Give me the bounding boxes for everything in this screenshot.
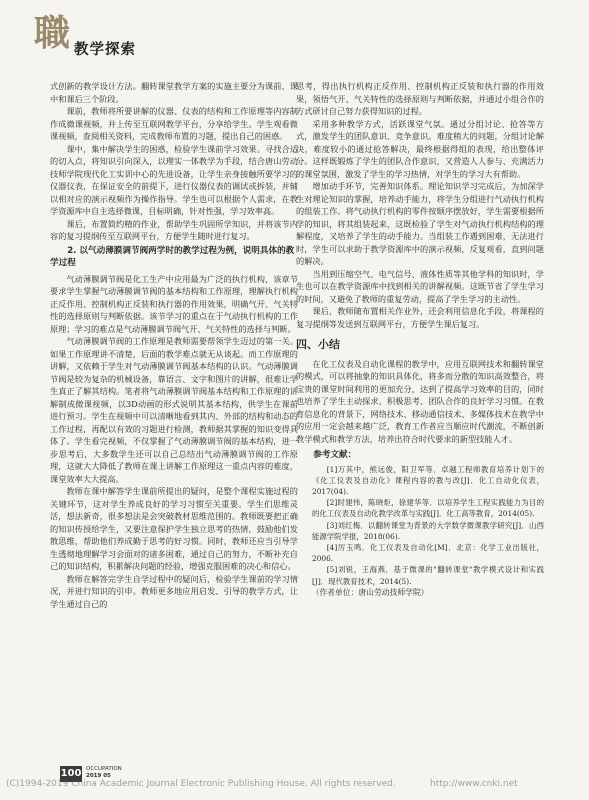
paragraph: 教师在课中解答学生课前所提出的疑问，是整个课程实施过程的关键环节，这对学生养成良好的学习习惯至关重要。学生们思维灵活，想法新奇，很多想法是会突破教材思维范围的。教师既要把正确的知识传授给学生，又要注意保护学生独立思考的热情，鼓励他们发散思维，帮助他们养成勤于思考的好习惯。同时，教师还应当引导学生透彻地理解学习会面对的诸多困难，通过自己的努力，不断补充自己的知识结构，积累解决问题的经验，增强克服困难的决心和信心。: [50, 486, 298, 571]
paragraph: 课后，布置简约精的作业，帮助学生巩固所学知识，并将该节内容的复习提纲传至互联网平台，方便学生随时进行复习。: [50, 218, 298, 241]
paragraph: 课中，集中解决学生的困惑，检验学生课前学习效果。寻找合适的切入点，将知识引向深入，以理实一体教学为手段，结合唐山劳动技师学院现代化工实训中心的先进设备，让学生亲身接触所要学习的仪器仪表，在保证安全的前提下，进行仪器仪表的调试或拆装，并辅以相对应的演示视频作为操作指导。学生也可以根据个人需求，在教学资源库中自主选择微课，目标明确，针对性强，学习效率高。: [50, 143, 298, 216]
paragraph: 当用到压缩空气、电气信号、液体性质等其他学科的知识时，学生也可以在教学资源库中找到相关的讲解视频。这既节省了学生学习的时间，又避免了教师的重复劳动，提高了学生学习的主动性。: [296, 268, 544, 304]
reference-item: [5]刘锐，王海燕．基于微课的"翻转课堂"教学模式设计和实践[J]．现代教育技术，2014(5).: [312, 565, 544, 586]
left-column: [50, 80, 298, 610]
paragraph: 课后，教师随布置相关作业外，还会利用信息化手段，将课程的复习提纲等发送到互联网平台，方便学生课后复习。: [296, 306, 544, 329]
journal-name: OCCUPATION: [86, 766, 122, 772]
journal-issue: 2019 05: [86, 773, 111, 779]
reference-item: [4]厉玉鸣．化工仪表及自动化[M]．北京：化学工业出版社，2006.: [312, 542, 544, 564]
references-title: 参考文献：: [313, 450, 357, 460]
right-column: [296, 80, 544, 599]
paragraph: 增加动手环节，完善知识体系。理论知识学习完成后，为加深学生对理论知识的掌握，培养动手能力，将学生分组进行气动执行机构的组装工作。将气动执行机构的零件按顺序摆放好，学生需要根据所学的知识，将其组装起来，这既检验了学生对气动执行机构结构的理解程度，又培养了学生的动手能力。当组装工作遇到困难，无法进行时，学生可以求助于教学资源库中的演示视频，反复观看，直到问题的解决。: [296, 181, 544, 266]
section-heading: 四、小结: [296, 338, 340, 351]
paragraph: 气动薄膜调节阀的工作原理是教师需要帮领学生迈过的第一关。如果工作原理讲不清楚，后面的教学难点就无从谈起。而工作原理的讲解，又依赖于学生对气动薄膜调节阀基本结构的认识。气动薄膜调节阀是较为复杂的机械设备，靠语言、文字和图片的讲解，很难让学生真正了解其结构。笔者将气动薄膜调节阀基本结构和工作原理的讲解制成微课视频，以3D动画的形式说明其基本结构，供学生在课前进行预习。学生在视频中可以清晰地看到其内、外部的结构和动态的工作过程，再配以有效的习题进行检测，教师据其掌握的知识变得具体了。学生看完视频，不仅掌握了气动薄膜调节阀的基本结构，进一步思考后，大多数学生还可以自己总结出气动薄膜调节阀的工作原理，这就大大降低了教师在课上讲解工作原理这一重点内容的难度，课堂效率大大提高。: [50, 336, 298, 484]
paragraph: 思考，得出执行机构正反作用、控制机构正反装和执行器的作用效果，领悟气开、气关特性的选择原则与判断依据，并通过小组合作的方式研讨自己努力获得知识的过程。: [296, 81, 544, 116]
author-affiliation: （作者单位：唐山劳动技师学院）: [311, 587, 429, 597]
subheading: 2. 以气动薄膜调节阀两学时的教学过程为例，说明具体的教学过程: [50, 245, 295, 268]
reference-item: [3]刘红梅．以翻转课堂为背景的大学数学微课教学研究[J]．山西能源学院学报，2018(06).: [312, 520, 544, 541]
section-title: 教学探索: [74, 42, 136, 58]
paragraph: 在化工仪表及自动化课程的教学中，应用互联网技术和翻转课堂的模式，可以将抽象的知识具体化，将多而分散的知识高效整合，将宝贵的课堂时间利用的更加充分，达到了提高学习效率的目的，同时也培养了学生主动探求，积极思考、团队合作的良好学习习惯。在教育信息化的背景下，网络技术、移动通信技术、多媒体技术在教学中的应用一定会越来越广泛，教育工作者应当顺应时代潮流，不断创新教学模式和教学方法，培养出符合时代要求的新型技能人才。: [296, 358, 544, 444]
reference-item: [1]万其中，熊远俊，阳卫军等．卓越工程师教育培养计划下的《化工仪表及自动化》课程内容的教与改[J]．化工自动化仪表，2017(04).: [312, 464, 544, 496]
journal-logo: 職: [34, 13, 71, 54]
paragraph: 气动薄膜调节阀是化工生产中应用最为广泛的执行机构，该章节要求学生掌握气动薄膜调节阀的基本结构和工作原理，理解执行机构正反作用、控制机构正反装和执行器的作用效果，明确气开、气关特性的选择原则与判断依据。该节学习的重点在于气动执行机构的工作原理；学习的难点是气动薄膜调节阀气开、气关特性的选择与判断。: [50, 273, 298, 334]
page-number: 100: [60, 766, 82, 782]
paragraph: 课前，教师将所要讲解的仪器、仪表的结构和工作原理等内容制作成微课视频，并上传至互联网教学平台，分享给学生。学生观看微课视频，查阅相关资料，完成教师布置的习题，提出自己的困惑。: [50, 106, 298, 141]
page-header: [34, 14, 574, 62]
paragraph: 式创新的教学设计方法。翻转课堂教学方案的实施主要分为课前、课中和课后三个阶段。: [50, 81, 298, 104]
paragraph: 教师在解答完学生自学过程中的疑问后，检验学生课前的学习情况，并进行知识的引申。教师更多地应用启发、引导的教学方式，让学生通过自己的: [50, 573, 298, 609]
reference-item: [2]时建伟，陈晓炬，徐建华等．以培养学生工程实践能力为目的的化工仪表及自动化教学改革与实践[J]．化工高等教育，2014(05).: [312, 498, 544, 519]
paragraph: 采用多种教学方式，活跃课堂气氛。通过分组讨论、抢答等方式，激发学生的团队意识、竞争意识。难度稍大的问题，分组讨论解决，难度较小的通过抢答解决，最终根据得组的表现，给出整体评分。这样既锻炼了学生的团队合作意识，又营造人人参与、充满活力的课堂氛围，激发了学生的学习热情，对学生的学习大有帮助。: [296, 118, 544, 179]
copyright-text: (C)1994-2019 China Academic Journal Electronic Publishing House. All rights reserved.: [6, 779, 396, 789]
site-link: http://www.cnki.net: [430, 779, 518, 789]
